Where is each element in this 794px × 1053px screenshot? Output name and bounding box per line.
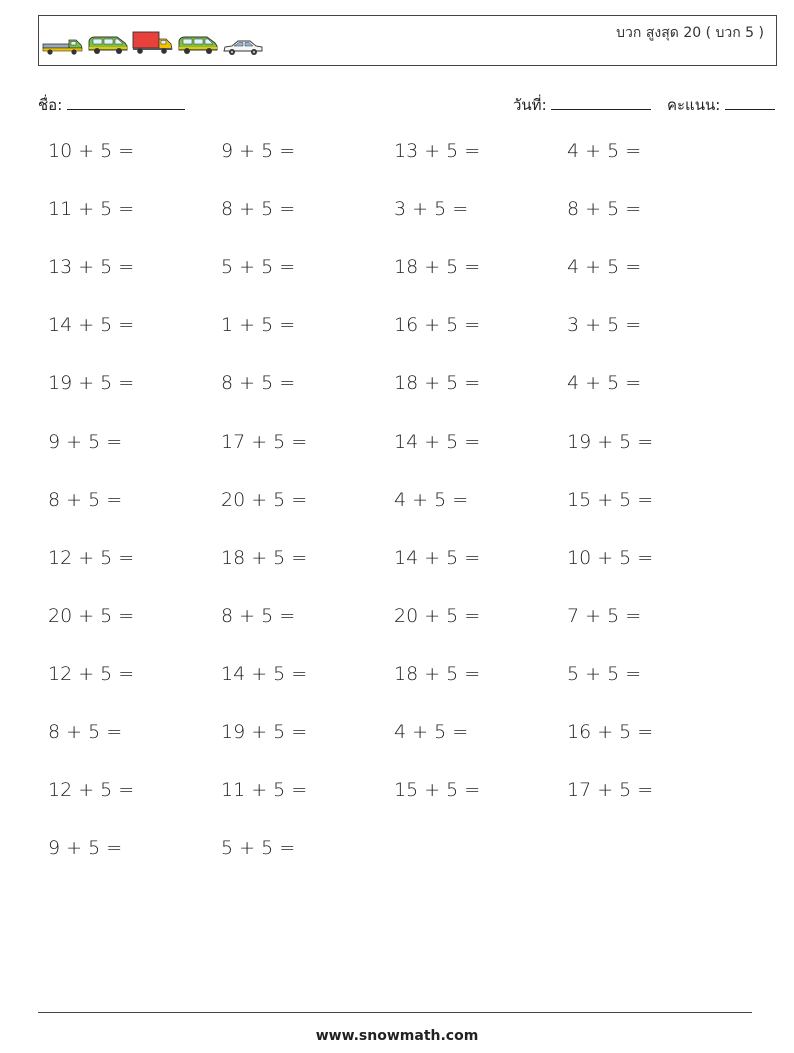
footer-divider (38, 1012, 752, 1013)
math-problem: 9 + 5 = (48, 430, 123, 453)
math-problem: 5 + 5 = (221, 256, 296, 279)
math-problem: 18 + 5 = (221, 546, 308, 569)
math-problem: 5 + 5 = (221, 837, 296, 860)
flatbed-truck-icon (42, 36, 84, 56)
math-problem: 18 + 5 = (394, 372, 481, 395)
footer-url: www.snowmath.com (315, 1028, 479, 1044)
vehicle-icons (42, 28, 264, 56)
math-problem: 4 + 5 = (567, 256, 642, 279)
score-blank[interactable] (725, 95, 775, 110)
math-problem: 15 + 5 = (394, 779, 481, 802)
math-problem: 8 + 5 = (221, 372, 296, 395)
math-problem: 14 + 5 = (394, 546, 481, 569)
math-problem: 11 + 5 = (221, 779, 308, 802)
math-problem: 8 + 5 = (221, 198, 296, 221)
green-van-icon (177, 34, 219, 56)
math-problem: 3 + 5 = (567, 314, 642, 337)
math-problem: 8 + 5 = (48, 721, 123, 743)
math-problem: 16 + 5 = (567, 721, 654, 743)
math-problem: 19 + 5 = (567, 430, 654, 453)
math-problem: 15 + 5 = (567, 488, 654, 511)
math-problem: 12 + 5 = (48, 779, 135, 802)
math-problem: 18 + 5 = (394, 662, 481, 685)
math-problem: 14 + 5 = (394, 430, 481, 453)
math-problem: 20 + 5 = (221, 488, 308, 511)
math-problem: 4 + 5 = (567, 372, 642, 395)
math-problem: 13 + 5 = (394, 140, 481, 162)
math-problem: 16 + 5 = (394, 314, 481, 337)
math-problem: 8 + 5 = (221, 604, 296, 627)
math-problem: 3 + 5 = (394, 198, 469, 221)
name-label: ชื่อ: (38, 96, 63, 114)
math-problem: 12 + 5 = (48, 662, 135, 685)
math-problem: 10 + 5 = (48, 140, 135, 162)
date-label: วันที่: (513, 96, 547, 114)
worksheet-title: บวก สูงสุด 20 ( บวก 5 ) (616, 25, 764, 41)
math-problem: 8 + 5 = (48, 488, 123, 511)
math-problem: 14 + 5 = (48, 314, 135, 337)
math-problem: 19 + 5 = (48, 372, 135, 395)
red-box-truck-icon (132, 30, 174, 56)
math-problem: 19 + 5 = (221, 721, 308, 743)
math-problem: 17 + 5 = (567, 779, 654, 802)
math-problem: 1 + 5 = (221, 314, 296, 337)
math-problem: 18 + 5 = (394, 256, 481, 279)
math-problem: 20 + 5 = (48, 604, 135, 627)
math-problem: 9 + 5 = (48, 837, 123, 860)
math-problem: 7 + 5 = (567, 604, 642, 627)
name-field (38, 93, 185, 117)
worksheet-header (38, 15, 777, 66)
white-car-icon (222, 38, 264, 56)
math-problem: 4 + 5 = (394, 721, 469, 743)
math-problem: 9 + 5 = (221, 140, 296, 162)
math-problem: 17 + 5 = (221, 430, 308, 453)
date-score-fields (513, 93, 775, 117)
math-problem: 13 + 5 = (48, 256, 135, 279)
math-problem: 8 + 5 = (567, 198, 642, 221)
math-problem: 20 + 5 = (394, 604, 481, 627)
math-problem: 4 + 5 = (394, 488, 469, 511)
math-problem: 5 + 5 = (567, 662, 642, 685)
green-van-icon (87, 34, 129, 56)
math-problem: 12 + 5 = (48, 546, 135, 569)
date-blank[interactable] (551, 95, 651, 110)
math-problem: 14 + 5 = (221, 662, 308, 685)
math-problem: 11 + 5 = (48, 198, 135, 221)
math-problem: 10 + 5 = (567, 546, 654, 569)
name-blank[interactable] (67, 95, 185, 110)
score-label: คะแนน: (666, 96, 721, 114)
math-problem: 4 + 5 = (567, 140, 642, 162)
